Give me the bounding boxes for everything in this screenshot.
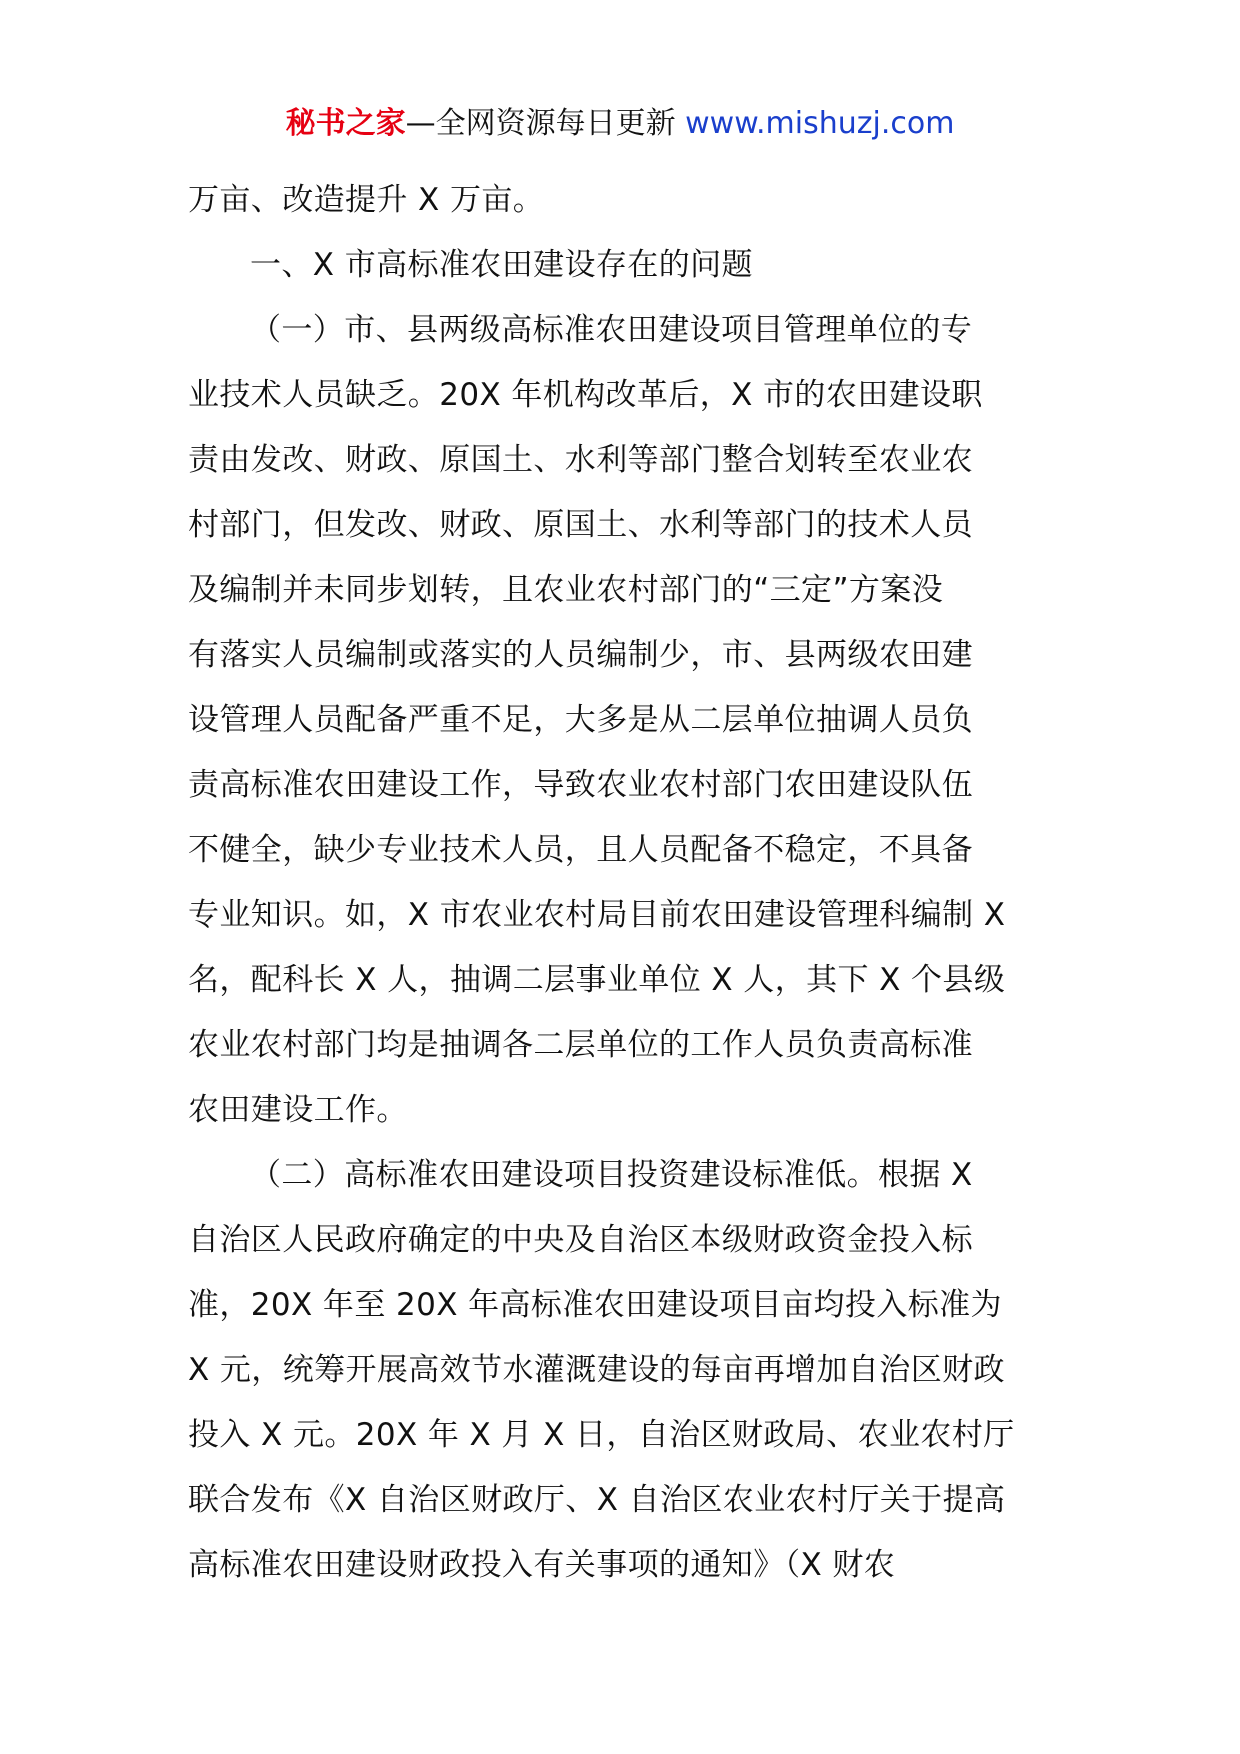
text-line: 有落实人员编制或落实的人员编制少，市、县两级农田建 [188, 637, 973, 673]
text-line: 投入 X 元。20X 年 X 月 X 日，自治区财政局、农业农村厅 [188, 1417, 1015, 1453]
text-line: 准，20X 年至 20X 年高标准农田建设项目亩均投入标准为 [188, 1287, 1002, 1323]
text-line: X 元，统筹开展高效节水灌溉建设的每亩再增加自治区财政 [188, 1352, 1005, 1388]
text-line: 联合发布《X 自治区财政厅、X 自治区农业农村厅关于提高 [188, 1482, 1006, 1518]
text-line: 名，配科长 X 人，抽调二层事业单位 X 人，其下 X 个县级 [188, 962, 1006, 998]
site-url-link[interactable]: www.mishuzj.com [685, 106, 955, 141]
text-line: 万亩、改造提升 X 万亩。 [188, 182, 545, 218]
text-line: 村部门，但发改、财政、原国土、水利等部门的技术人员 [188, 507, 973, 543]
text-line: 高标准农田建设财政投入有关事项的通知》（X 财农 [188, 1547, 896, 1583]
text-line: （二）高标准农田建设项目投资建设标准低。根据 X [250, 1157, 973, 1193]
site-brand: 秘书之家 [285, 106, 406, 141]
text-line: 设管理人员配备严重不足，大多是从二层单位抽调人员负 [188, 702, 973, 738]
text-line: 不健全，缺少专业技术人员，且人员配备不稳定，不具备 [188, 832, 973, 868]
text-line: （一）市、县两级高标准农田建设项目管理单位的专 [250, 312, 973, 348]
section-heading: 一、X 市高标准农田建设存在的问题 [250, 247, 753, 283]
text-line: 农业农村部门均是抽调各二层单位的工作人员负责高标准 [188, 1027, 973, 1063]
text-line: 责由发改、财政、原国土、水利等部门整合划转至农业农 [188, 442, 973, 478]
document-body [188, 168, 1058, 1598]
text-line: 责高标准农田建设工作，导致农业农村部门农田建设队伍 [188, 767, 973, 803]
text-line: 专业知识。如，X 市农业农村局目前农田建设管理科编制 X [188, 897, 1006, 933]
site-slogan: —全网资源每日更新 [405, 106, 686, 141]
text-line: 农田建设工作。 [188, 1092, 408, 1128]
text-line: 自治区人民政府确定的中央及自治区本级财政资金投入标 [188, 1222, 973, 1258]
text-line: 业技术人员缺乏。20X 年机构改革后，X 市的农田建设职 [188, 377, 983, 413]
site-header [0, 100, 1240, 148]
text-line: 及编制并未同步划转，且农业农村部门的“三定”方案没 [188, 572, 944, 608]
